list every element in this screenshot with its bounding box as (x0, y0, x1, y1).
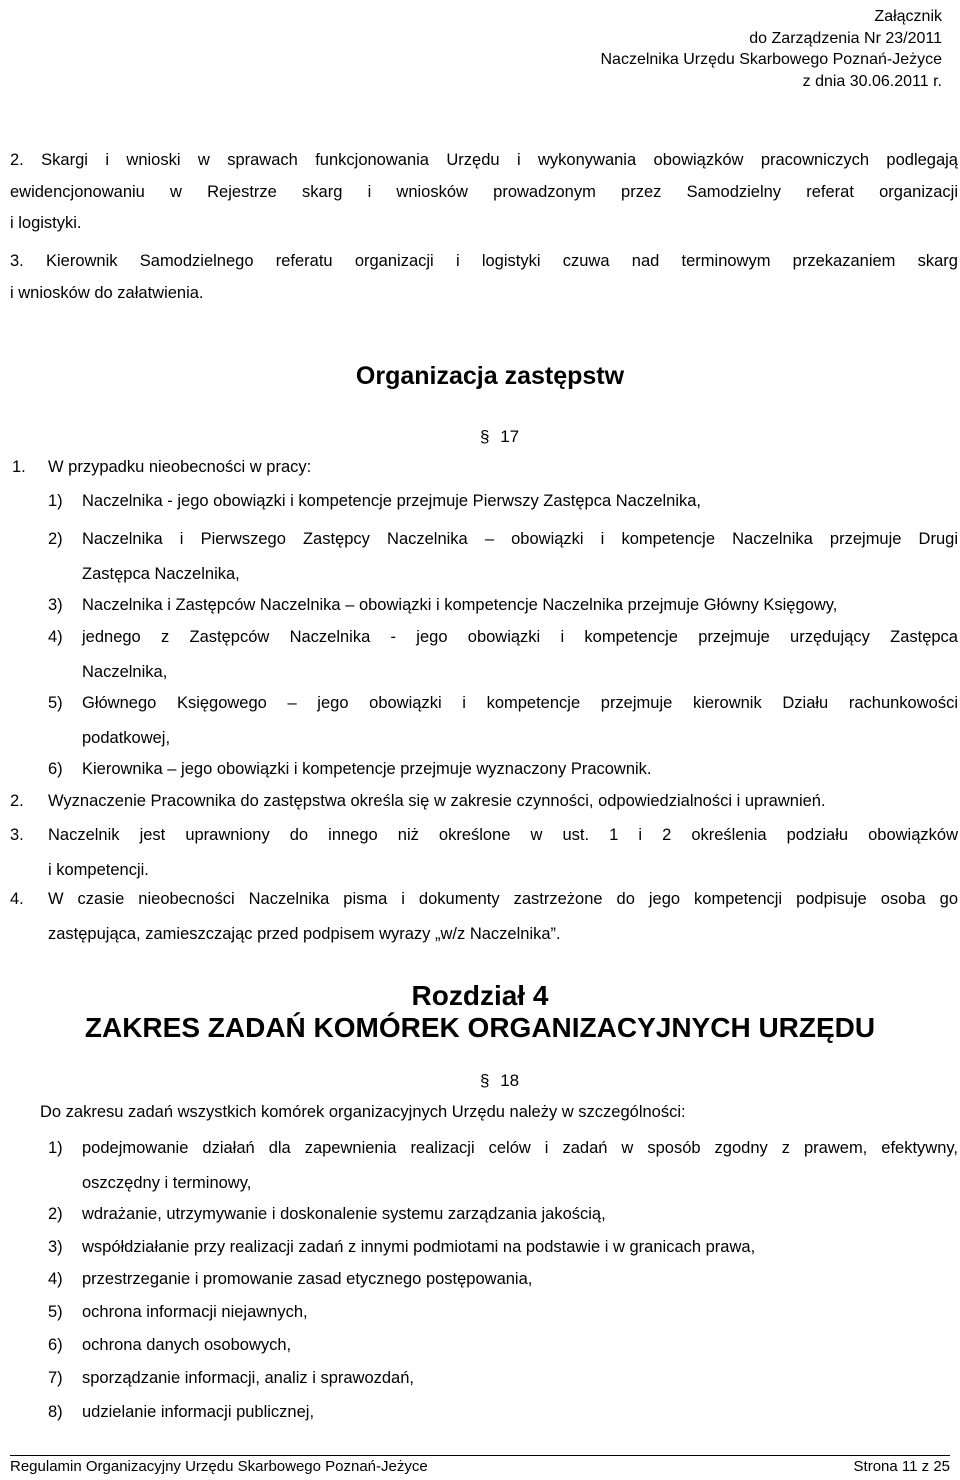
item-text: ochrona danych osobowych, (82, 1336, 292, 1354)
subitem-text: jednego z Zastępców Naczelnika - jego obowiązki i kompetencje przejmuje urzędujący Zastępca (82, 628, 958, 646)
footer-divider (10, 1455, 950, 1456)
header-line-attachment: Załącznik (874, 8, 942, 25)
s18-item-7 (48, 1363, 958, 1395)
chapter-title: Rozdział 4 (411, 980, 549, 1011)
s17-subitem-3 (48, 590, 958, 622)
item-text: przestrzeganie i promowanie zasad etycznego postępowania, (82, 1270, 533, 1288)
item-text: Skargi i wnioski w sprawach funkcjonowania Urzędu i wykonywania obowiązków pracowniczych podlegają (41, 151, 958, 169)
item-number: 5) (48, 1303, 63, 1321)
s18-item-8 (48, 1397, 958, 1429)
s17-subitem-2 (48, 524, 958, 590)
header-line-issuer: Naczelnika Urzędu Skarbowego Poznań-Jeżyce (600, 51, 942, 68)
item-text: Naczelnik jest uprawniony do innego niż określone w ust. 1 i 2 określenia podziału obowiązków (48, 826, 958, 844)
item-text: Wyznaczenie Pracownika do zastępstwa określa się w zakresie czynności, odpowiedzialności i uprawnień. (48, 792, 826, 810)
s17-item-2 (10, 786, 958, 818)
subitem-text: Naczelnika i Pierwszego Zastępcy Naczelnika – obowiązki i kompetencje Naczelnika przejmuje Drugi (82, 530, 958, 548)
item-text: zastępująca, zamieszczając przed podpisem wyrazy „w/z Naczelnika”. (48, 924, 561, 943)
subitem-number: 6) (48, 760, 63, 778)
paragraph-marker-18 (480, 1071, 519, 1091)
s17-subitem-6 (48, 754, 958, 786)
subitem-text: Naczelnika, (82, 662, 168, 681)
subitem-number: 1) (48, 492, 63, 510)
subitem-text: Głównego Księgowego – jego obowiązki i kompetencje przejmuje kierownik Działu rachunkowości (82, 694, 958, 712)
item-text: sporządzanie informacji, analiz i sprawozdań, (82, 1369, 414, 1387)
item-text: udzielanie informacji publicznej, (82, 1403, 315, 1421)
subitem-text: Naczelnika - jego obowiązki i kompetencje przejmuje Pierwszy Zastępca Naczelnika, (82, 492, 702, 510)
item-text: i kompetencji. (48, 860, 149, 879)
item-number: 4. (10, 890, 24, 908)
document-header (600, 6, 942, 92)
subitem-text: Kierownika – jego obowiązki i kompetencje przejmuje wyznaczony Pracownik. (82, 760, 652, 778)
item-text: W przypadku nieobecności w pracy: (48, 458, 312, 476)
item-text: W czasie nieobecności Naczelnika pisma i dokumenty zastrzeżone do jego kompetencji podpisuje osoba go (48, 890, 958, 908)
subitem-number: 2) (48, 530, 63, 548)
item-number: 2) (48, 1205, 63, 1223)
subitem-text: Naczelnika i Zastępców Naczelnika – obowiązki i kompetencje Naczelnika przejmuje Główny Księgowy, (82, 596, 838, 614)
item-number: 6) (48, 1336, 63, 1354)
s17-subitem-1 (48, 486, 958, 518)
item-number: 2. (10, 792, 24, 810)
item-number: 1. (12, 458, 26, 476)
s18-item-5 (48, 1297, 958, 1329)
item-text: oszczędny i terminowy, (82, 1173, 252, 1192)
item-number: 8) (48, 1403, 63, 1421)
subitem-text: podatkowej, (82, 728, 171, 747)
subitem-number: 4) (48, 628, 63, 646)
item-number: 3) (48, 1238, 63, 1256)
s18-intro: Do zakresu zadań wszystkich komórek organizacyjnych Urzędu należy w szczególności: (40, 1103, 686, 1121)
top-item-3 (10, 246, 958, 309)
section-heading: Organizacja zastępstw (355, 362, 625, 390)
subitem-number: 5) (48, 694, 63, 712)
s17-subitem-5 (48, 688, 958, 754)
footer-title: Regulamin Organizacyjny Urzędu Skarbowego Poznań-Jeżyce (10, 1458, 428, 1475)
item-text: i logistyki. (10, 214, 82, 232)
page-number: Strona 11 z 25 (853, 1458, 950, 1475)
item-text: Kierownik Samodzielnego referatu organizacji i logistyki czuwa nad terminowym przekazaniem skarg (46, 252, 958, 270)
s18-item-1 (48, 1133, 958, 1199)
s18-item-4 (48, 1264, 958, 1296)
subitem-number: 3) (48, 596, 63, 614)
item-number: 3. (10, 826, 24, 844)
document-footer (10, 1458, 950, 1475)
subitem-text: Zastępca Naczelnika, (82, 564, 240, 583)
paragraph-marker-17 (480, 427, 519, 447)
item-text: wdrażanie, utrzymywanie i doskonalenie systemu zarządzania jakością, (82, 1205, 606, 1223)
paragraph-sign: § (480, 427, 490, 446)
item-number: 7) (48, 1369, 63, 1387)
item-number: 4) (48, 1270, 63, 1288)
header-line-ordinance: do Zarządzenia Nr 23/2011 (749, 29, 942, 47)
header-line-date: z dnia 30.06.2011 r. (802, 72, 942, 90)
s17-item-1 (12, 452, 952, 484)
item-text: ewidencjonowaniu w Rejestrze skarg i wniosków prowadzonym przez Samodzielny referat organizacji (10, 182, 958, 201)
item-text: podejmowanie działań dla zapewnienia realizacji celów i zadań w sposób zgodny z prawem, efektywny, (82, 1139, 958, 1157)
item-text: i wniosków do załatwienia. (10, 283, 204, 302)
item-text: współdziałanie przy realizacji zadań z innymi podmiotami na podstawie i w granicach prawa, (82, 1238, 756, 1256)
paragraph-sign: § (480, 1071, 490, 1090)
item-number: 1) (48, 1139, 63, 1157)
s18-item-2 (48, 1199, 958, 1231)
s17-subitem-4 (48, 622, 958, 688)
s18-item-3 (48, 1232, 958, 1264)
item-number: 2. (10, 151, 24, 169)
top-item-2 (10, 145, 958, 240)
paragraph-number: 17 (500, 427, 520, 446)
chapter-subtitle: ZAKRES ZADAŃ KOMÓREK ORGANIZACYJNYCH URZĘDU (84, 1012, 876, 1043)
s17-item-4 (10, 884, 958, 950)
item-number: 3. (10, 252, 24, 270)
paragraph-number: 18 (500, 1071, 520, 1090)
s18-item-6 (48, 1330, 958, 1362)
item-text: ochrona informacji niejawnych, (82, 1303, 308, 1321)
s17-item-3 (10, 820, 958, 886)
